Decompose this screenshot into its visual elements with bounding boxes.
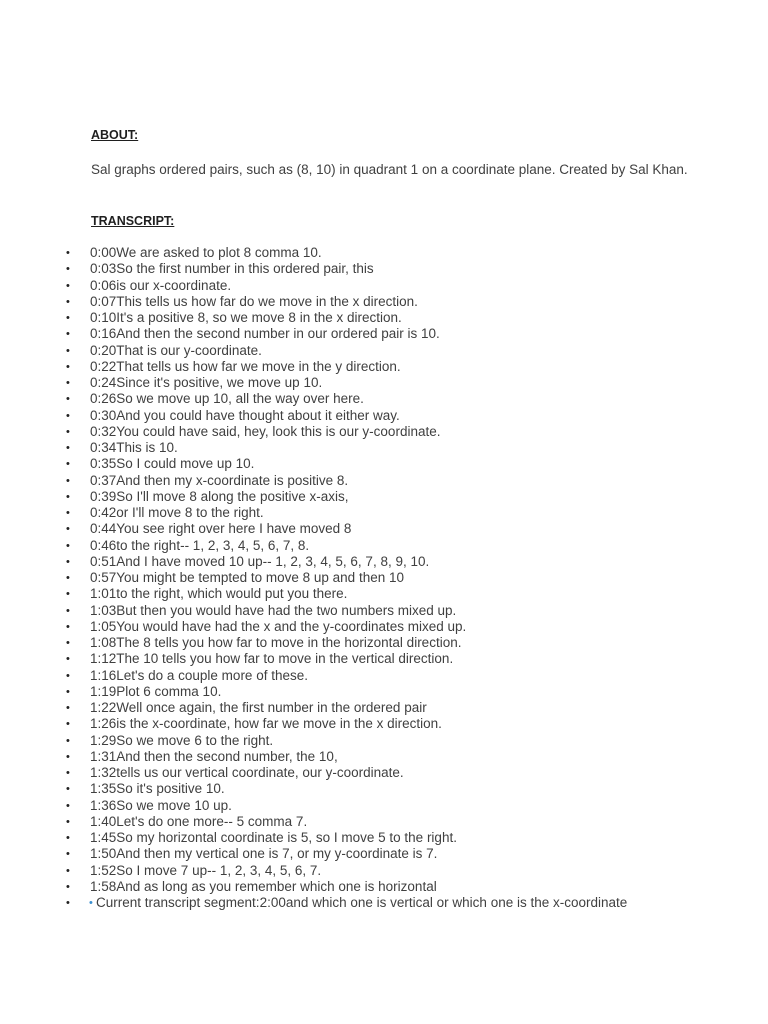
bullet-icon: • [66,588,70,601]
bullet-icon: • [66,539,70,552]
segment-timestamp: 0:00 [90,245,117,260]
bullet-icon: • [66,312,70,324]
segment-text: is the x-coordinate, how far we move in the x direction. [116,716,442,732]
transcript-segment[interactable] [66,570,746,586]
transcript-heading: TRANSCRIPT: [91,214,175,228]
transcript-segment[interactable] [66,603,746,619]
transcript-segment[interactable] [66,798,746,814]
segment-timestamp: 1:22 [90,700,117,715]
transcript-segment[interactable] [66,538,746,554]
segment-timestamp: 1:03 [90,602,117,618]
segment-timestamp: 0:07 [90,293,117,309]
transcript-segment[interactable] [66,879,746,895]
bullet-icon: • [66,799,70,812]
segment-text: to the right, which would put you there. [116,586,348,602]
transcript-segment[interactable] [66,635,746,651]
about-description: Sal graphs ordered pairs, such as (8, 10) in quadrant 1 on a coordinate plane. Created by Sal Khan. [91,162,688,177]
segment-timestamp: 0:10 [90,310,117,325]
segment-timestamp: 0:03 [90,261,117,277]
segment-timestamp: 0:20 [90,342,117,358]
transcript-segment[interactable] [66,375,746,391]
segment-text: Plot 6 comma 10. [116,683,222,699]
segment-text: And as long as you remember which one is horizontal [116,878,437,894]
segment-timestamp: 0:37 [90,472,117,488]
segment-text: to the right-- 1, 2, 3, 4, 5, 6, 7, 8. [116,537,310,553]
segment-timestamp: 1:35 [90,781,117,797]
segment-text: is our x-coordinate. [116,277,232,293]
segment-timestamp: 1:12 [90,651,117,667]
transcript-segment[interactable] [66,830,746,846]
segment-text: That is our y-coordinate. [116,342,262,358]
segment-text: This is 10. [116,440,178,455]
bullet-icon: • [66,409,70,422]
segment-text: So it's positive 10. [116,781,225,797]
transcript-segment[interactable] [66,749,746,765]
transcript-segment[interactable] [66,668,746,684]
bullet-icon: • [66,880,70,893]
segment-timestamp: 1:19 [90,683,117,699]
transcript-segment[interactable] [66,489,746,505]
bullet-icon: • [66,344,70,357]
bullet-icon: • [66,718,70,731]
bullet-icon: • [66,295,70,308]
segment-timestamp: 0:39 [90,488,117,504]
segment-timestamp: 0:42 [90,505,117,520]
segment-timestamp: 0:51 [90,553,117,569]
segment-timestamp: 1:29 [90,732,117,748]
segment-timestamp: 0:46 [90,537,117,553]
segment-text: You might be tempted to move 8 up and then 10 [116,570,404,585]
segment-timestamp: 0:35 [90,456,117,472]
segment-timestamp: 1:36 [90,797,117,813]
segment-timestamp: 2:00 [259,895,286,910]
transcript-segment[interactable] [66,261,746,277]
segment-timestamp: 0:30 [90,407,117,423]
segment-text: Let's do a couple more of these. [116,667,308,683]
segment-text: This tells us how far do we move in the x direction. [116,293,418,309]
transcript-segment[interactable] [66,521,746,537]
segment-text: tells us our vertical coordinate, our y-coordinate. [116,765,404,780]
bullet-icon: • [66,279,70,292]
segment-text: And you could have thought about it either way. [116,407,400,423]
segment-text: And then my x-coordinate is positive 8. [116,472,349,488]
transcript-segment[interactable] [66,359,746,375]
bullet-icon: • [66,247,70,259]
segment-timestamp: 1:05 [90,618,117,634]
transcript-segment[interactable] [66,294,746,310]
segment-text: So I'll move 8 along the positive x-axis, [116,488,349,504]
segment-timestamp: 1:58 [90,878,117,894]
transcript-segment[interactable] [66,408,746,424]
segment-text: So my horizontal coordinate is 5, so I move 5 to the right. [116,830,457,845]
current-marker-icon: • [89,897,93,909]
segment-timestamp: 1:26 [90,716,117,732]
transcript-segment[interactable] [66,863,746,879]
bullet-icon: • [66,685,70,698]
segment-timestamp: 0:24 [90,375,117,390]
bullet-icon: • [66,507,70,519]
bullet-icon: • [66,604,70,617]
segment-text: And then my vertical one is 7, or my y-coordinate is 7. [116,846,438,862]
bullet-icon: • [66,897,70,909]
about-heading: ABOUT: [91,128,139,142]
segment-timestamp: 1:40 [90,813,117,829]
segment-text: So we move up 10, all the way over here. [116,391,364,407]
transcript-list [66,245,746,911]
segment-text: The 8 tells you how far to move in the horizontal direction. [116,635,462,650]
segment-timestamp: 0:16 [90,326,117,342]
transcript-segment[interactable] [66,343,746,359]
segment-timestamp: 0:06 [90,277,117,293]
segment-timestamp: 1:31 [90,748,117,764]
bullet-icon: • [66,750,70,763]
segment-text: or I'll move 8 to the right. [116,505,264,520]
segment-text: So we move 6 to the right. [116,732,274,748]
transcript-segment[interactable] [66,326,746,342]
segment-timestamp: 1:08 [90,635,117,650]
bullet-icon: • [66,442,70,454]
bullet-icon: • [66,815,70,828]
transcript-segment[interactable] [66,278,746,294]
segment-text: You see right over here I have moved 8 [116,521,352,537]
segment-timestamp: 1:50 [90,846,117,862]
segment-timestamp: 0:26 [90,391,117,407]
bullet-icon: • [66,393,70,406]
segment-text: So I move 7 up-- 1, 2, 3, 4, 5, 6, 7. [116,862,322,878]
bullet-icon: • [66,620,70,633]
transcript-segment[interactable] [66,391,746,407]
bullet-icon: • [66,637,70,649]
bullet-icon: • [66,848,70,861]
transcript-segment[interactable] [66,846,746,862]
segment-timestamp: 0:34 [90,440,117,455]
segment-timestamp: 0:22 [90,358,117,374]
transcript-segment[interactable] [66,651,746,667]
bullet-icon: • [66,653,70,666]
segment-text: You could have said, hey, look this is our y-coordinate. [116,423,441,439]
segment-text: It's a positive 8, so we move 8 in the x direction. [116,310,402,325]
bullet-icon: • [66,360,70,373]
transcript-segment[interactable] [66,814,746,830]
segment-timestamp: 1:01 [90,586,117,602]
transcript-segment[interactable] [66,245,746,261]
segment-text: And I have moved 10 up-- 1, 2, 3, 4, 5, 6, 7, 8, 9, 10. [116,553,430,569]
current-segment-label: Current transcript segment: [96,895,260,910]
segment-text: And then the second number in our ordered pair is 10. [116,326,440,342]
segment-text: Since it's positive, we move up 10. [116,375,323,390]
bullet-icon: • [66,669,70,682]
transcript-segment[interactable] [66,700,746,716]
segment-text: So I could move up 10. [116,456,255,472]
bullet-icon: • [66,523,70,536]
segment-timestamp: 1:52 [90,862,117,878]
segment-text: So the first number in this ordered pair, this [116,261,374,277]
transcript-segment[interactable] [66,473,746,489]
segment-timestamp: 0:44 [90,521,117,537]
segment-timestamp: 1:45 [90,830,117,845]
transcript-segment[interactable] [66,554,746,570]
bullet-icon: • [66,832,70,844]
segment-timestamp: 0:57 [90,570,117,585]
segment-text: That tells us how far we move in the y direction. [116,358,401,374]
transcript-segment[interactable] [66,424,746,440]
current-transcript-segment[interactable] [66,895,746,911]
transcript-segment[interactable] [66,733,746,749]
transcript-segment[interactable] [66,781,746,797]
transcript-segment[interactable] [66,440,746,456]
bullet-icon: • [66,458,70,471]
bullet-icon: • [66,555,70,568]
bullet-icon: • [66,474,70,487]
transcript-segment[interactable] [66,310,746,326]
bullet-icon: • [66,783,70,796]
segment-text: But then you would have had the two numbers mixed up. [116,602,457,618]
transcript-segment[interactable] [66,456,746,472]
bullet-icon: • [66,377,70,389]
transcript-segment[interactable] [66,619,746,635]
bullet-icon: • [66,864,70,877]
transcript-segment[interactable] [66,505,746,521]
bullet-icon: • [66,734,70,747]
bullet-icon: • [66,425,70,438]
segment-text: We are asked to plot 8 comma 10. [116,245,322,260]
transcript-segment[interactable] [66,586,746,602]
bullet-icon: • [66,572,70,584]
bullet-icon: • [66,263,70,276]
segment-text: The 10 tells you how far to move in the vertical direction. [116,651,454,667]
segment-text: And then the second number, the 10, [116,748,338,764]
bullet-icon: • [66,767,70,779]
bullet-icon: • [66,490,70,503]
segment-timestamp: 1:16 [90,667,117,683]
segment-text: Let's do one more-- 5 comma 7. [116,813,308,829]
bullet-icon: • [66,702,70,714]
segment-text: So we move 10 up. [116,797,232,813]
segment-text: and which one is vertical or which one is the x-coordinate [285,895,628,910]
transcript-segment[interactable] [66,684,746,700]
segment-timestamp: 1:32 [90,765,117,780]
segment-text: You would have had the x and the y-coordinates mixed up. [116,618,467,634]
transcript-segment[interactable] [66,716,746,732]
transcript-segment[interactable] [66,765,746,781]
segment-text: Well once again, the first number in the ordered pair [116,700,427,715]
segment-timestamp: 0:32 [90,423,117,439]
bullet-icon: • [66,328,70,341]
